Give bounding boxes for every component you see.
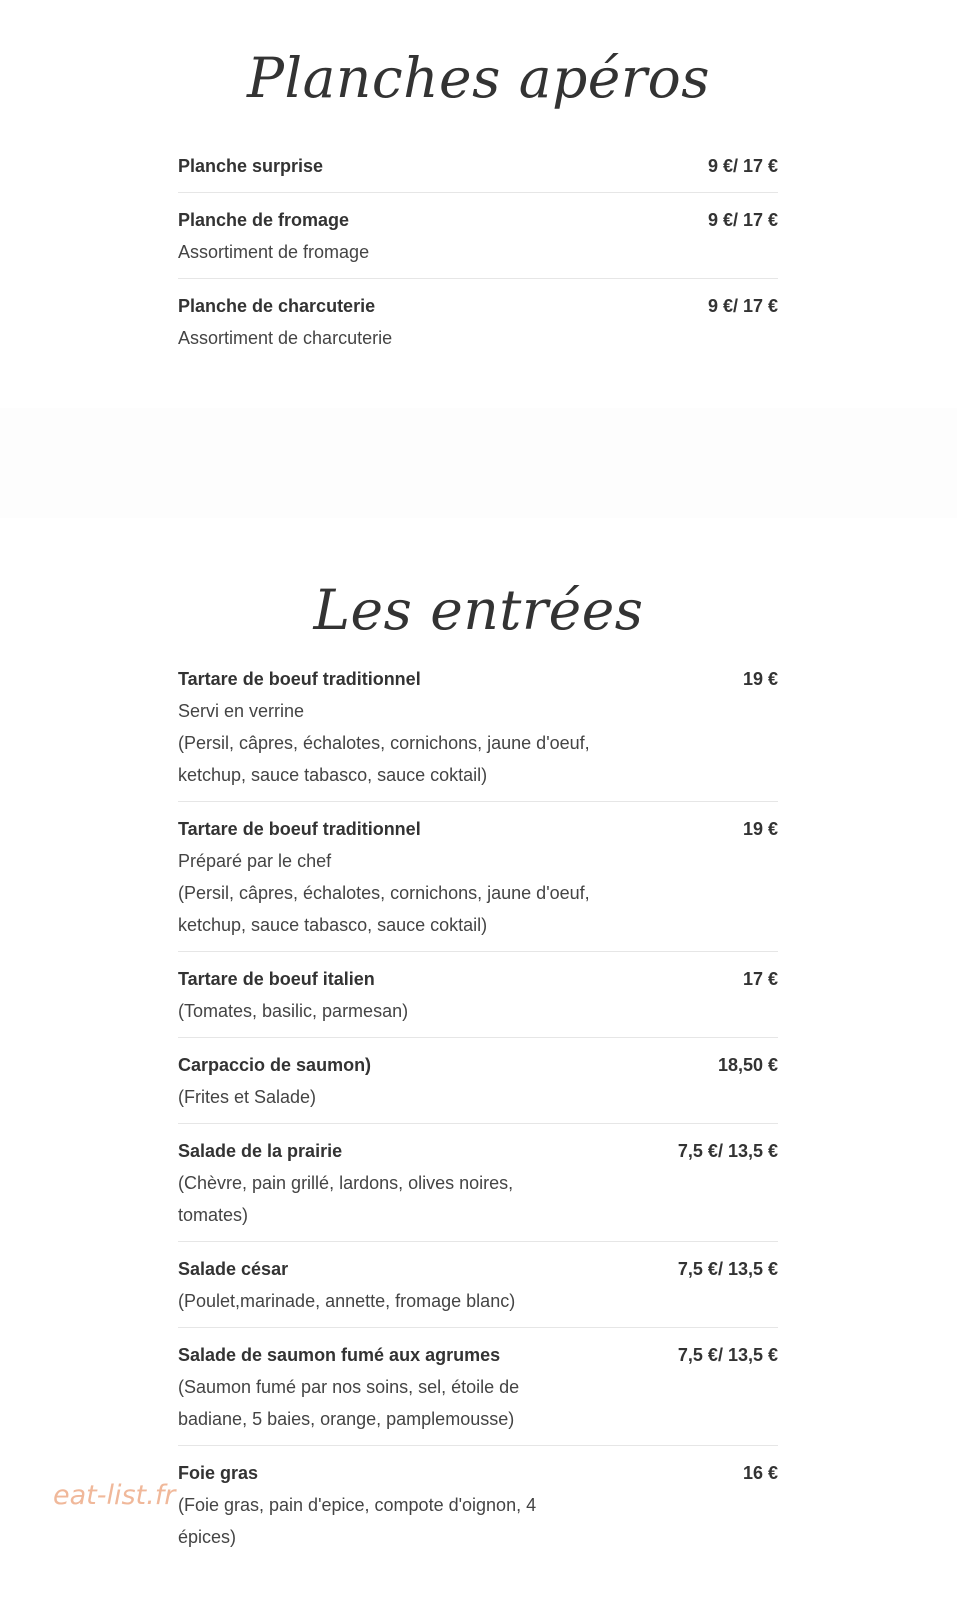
menu-item-name: Planche surprise (178, 156, 324, 176)
menu-item-name: Salade de la prairie (178, 1141, 343, 1161)
menu-item-name: Salade césar (178, 1259, 289, 1279)
section-planches-aperos (0, 0, 957, 408)
menu-item-price: 19 € (742, 669, 778, 689)
menu-list-entrees (178, 663, 778, 1574)
menu-item-name: Planche de charcuterie (178, 296, 376, 316)
section-spacer (0, 408, 957, 518)
menu-item (178, 1135, 778, 1242)
menu-item-description: (Poulet,marinade, annette, fromage blanc) (178, 1291, 516, 1311)
menu-item-price: 7,5 €/ 13,5 € (677, 1345, 778, 1365)
menu-item-price: 17 € (742, 969, 778, 989)
menu-item-name: Tartare de boeuf traditionnel (178, 819, 421, 839)
section-title-entrees: Les entrées (313, 578, 644, 642)
menu-item (178, 663, 778, 802)
watermark: eat-list.fr (53, 1480, 176, 1511)
section-entrees (0, 518, 957, 1601)
menu-item-price: 19 € (742, 819, 778, 839)
menu-item (178, 963, 778, 1038)
menu-item-description: (Foie gras, pain d'epice, compote d'oignon, 4 épices) (178, 1495, 537, 1547)
menu-item-description: (Tomates, basilic, parmesan) (178, 1001, 409, 1021)
menu-item-description: Assortiment de charcuterie (178, 328, 393, 348)
menu-item-name: Planche de fromage (178, 210, 350, 230)
menu-item-price: 7,5 €/ 13,5 € (677, 1141, 778, 1161)
menu-item-name: Carpaccio de saumon) (178, 1055, 372, 1075)
menu-item-price: 18,50 € (717, 1055, 778, 1075)
menu-item (178, 1457, 778, 1563)
menu-item-description: (Saumon fumé par nos soins, sel, étoile de badiane, 5 baies, orange, pamplemousse) (178, 1377, 520, 1429)
menu-item (178, 290, 778, 364)
menu-item (178, 813, 778, 952)
menu-item-price: 9 €/ 17 € (707, 210, 778, 230)
menu-item (178, 1253, 778, 1328)
section-title-aperos: Planches apéros (247, 46, 710, 110)
menu-item (178, 150, 778, 193)
menu-item-description: Servi en verrine (Persil, câpres, échalotes, cornichons, jaune d'oeuf, ketchup, sauce tabasco, sauce coktail) (178, 701, 590, 785)
menu-item-description: Préparé par le chef (Persil, câpres, échalotes, cornichons, jaune d'oeuf, ketchup, sauce tabasco, sauce coktail) (178, 851, 590, 935)
menu-item-name: Foie gras (178, 1463, 259, 1483)
menu-item-name: Tartare de boeuf italien (178, 969, 375, 989)
menu-list-aperos (178, 150, 778, 375)
menu-item-price: 9 €/ 17 € (707, 156, 778, 176)
menu-item (178, 204, 778, 279)
menu-item (178, 1339, 778, 1446)
menu-item-description: Assortiment de fromage (178, 242, 370, 262)
menu-item-name: Tartare de boeuf traditionnel (178, 669, 421, 689)
menu-item-description: (Chèvre, pain grillé, lardons, olives noires, tomates) (178, 1173, 514, 1225)
menu-item-price: 9 €/ 17 € (707, 296, 778, 316)
menu-item (178, 1049, 778, 1124)
menu-item-description: (Frites et Salade) (178, 1087, 317, 1107)
menu-item-price: 16 € (742, 1463, 778, 1483)
menu-item-price: 7,5 €/ 13,5 € (677, 1259, 778, 1279)
menu-item-name: Salade de saumon fumé aux agrumes (178, 1345, 501, 1365)
